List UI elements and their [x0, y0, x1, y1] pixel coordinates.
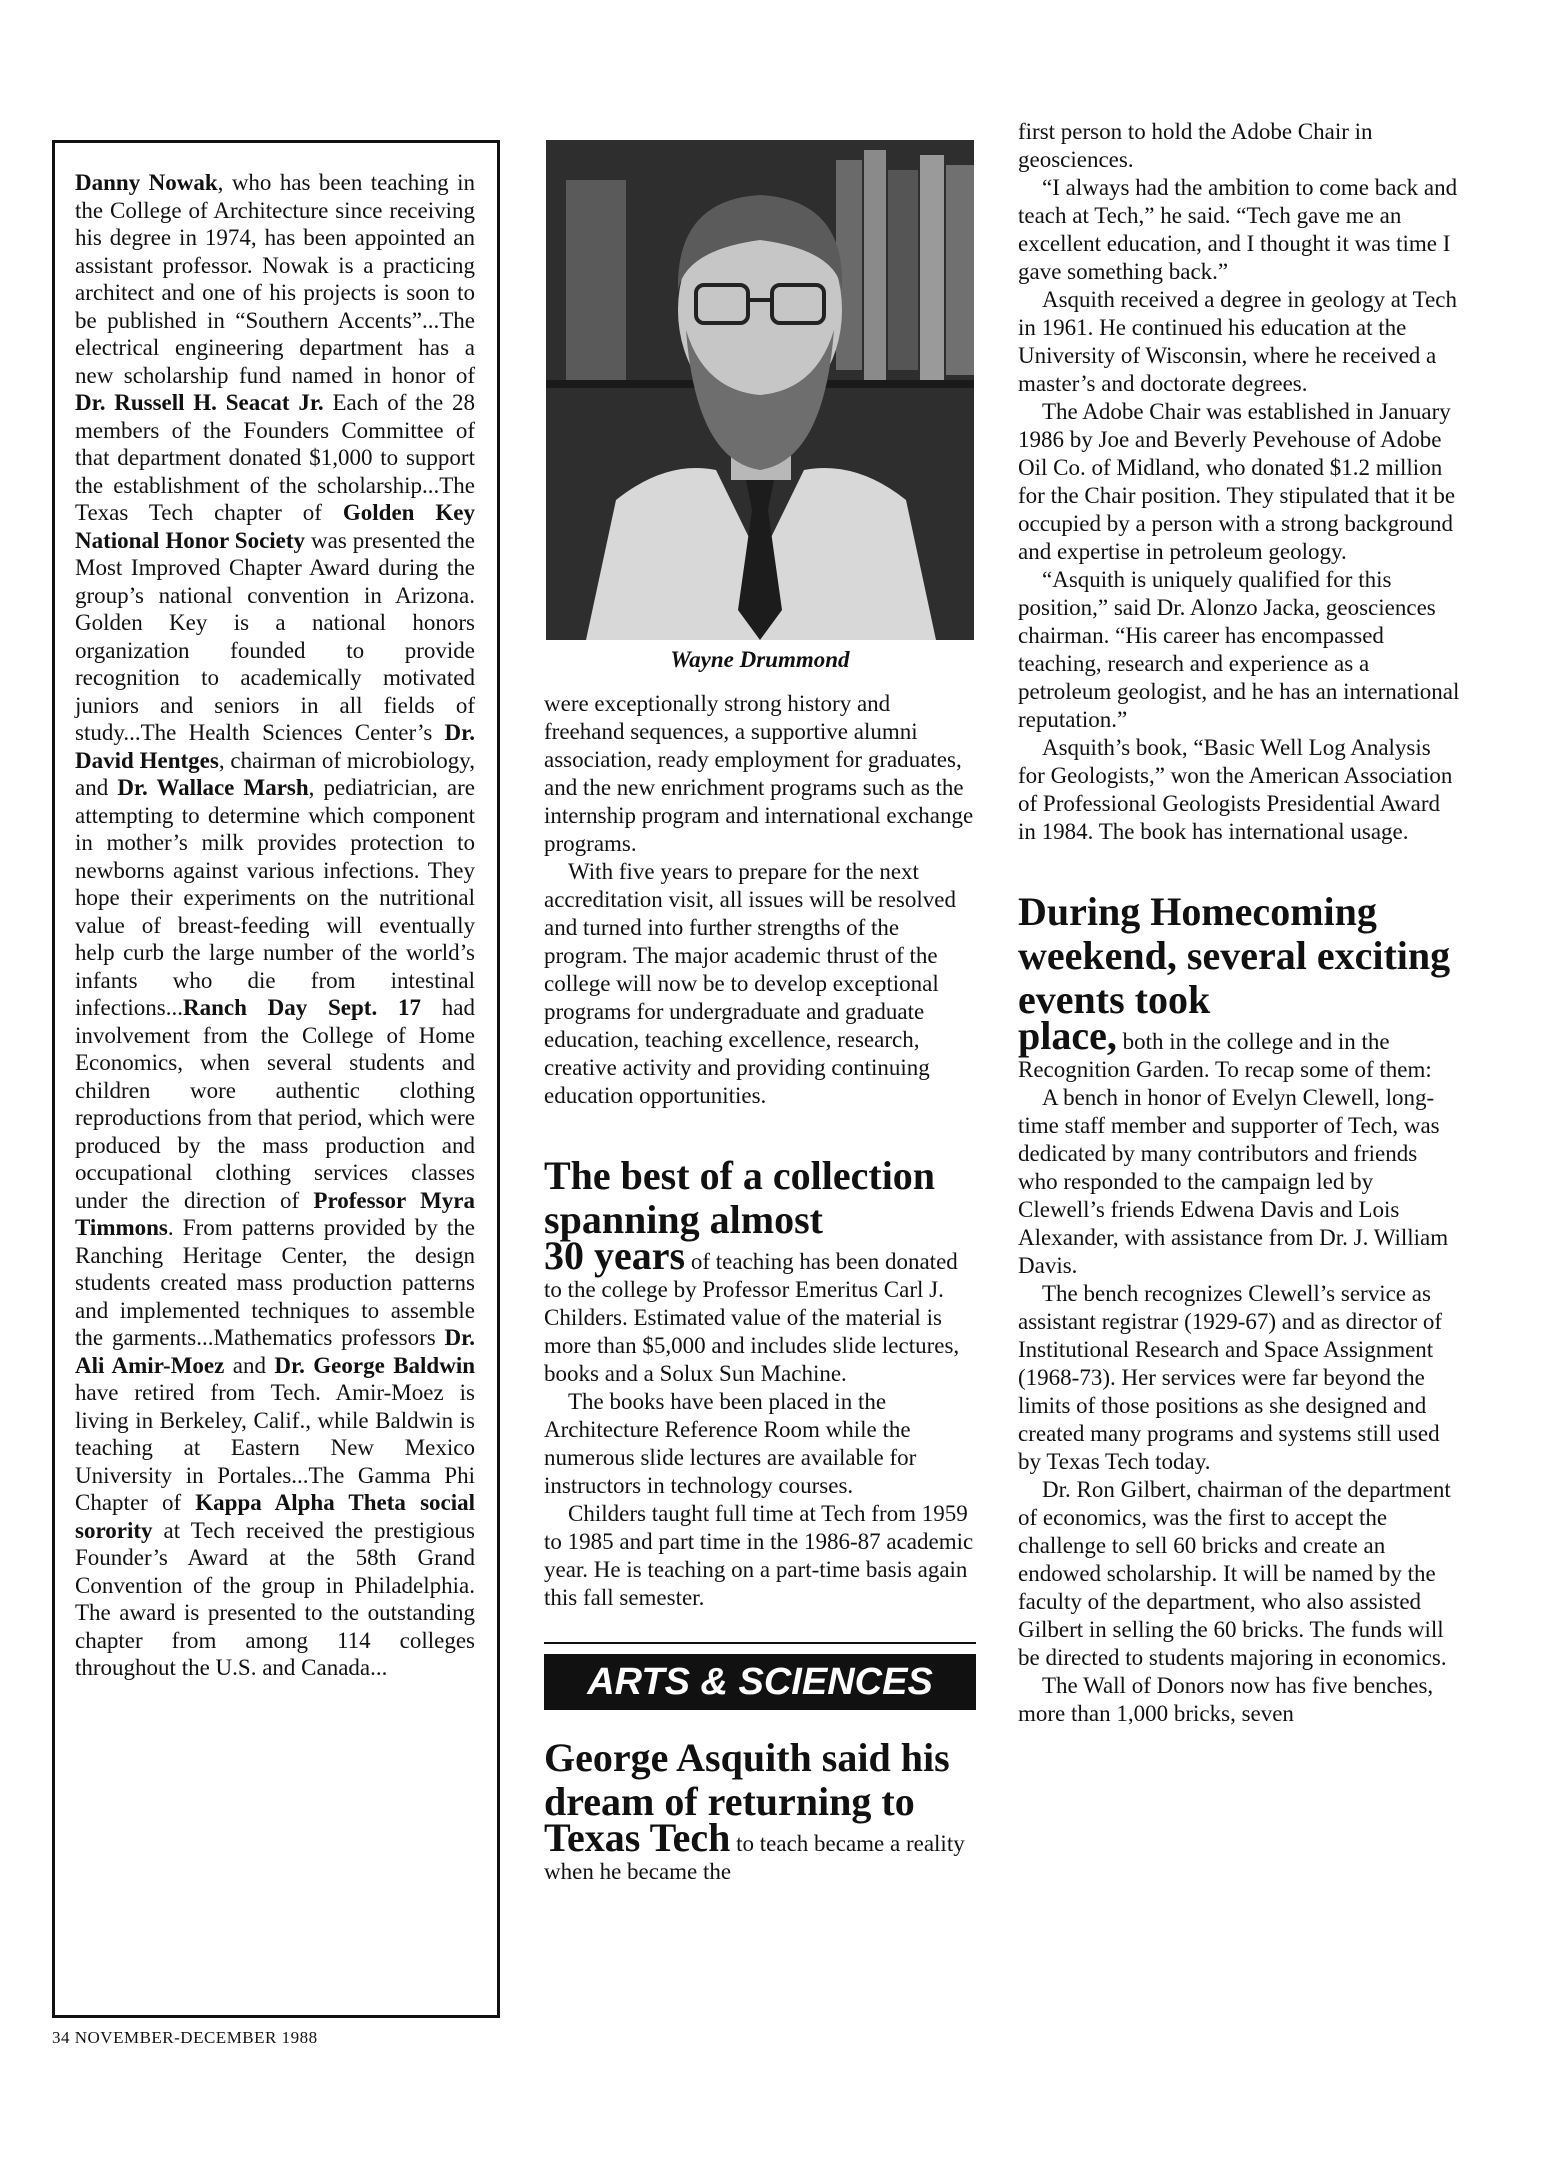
- homecoming-runin: place,: [1018, 1013, 1117, 1058]
- name-ranch-day: Ranch Day Sept. 17: [182, 995, 421, 1020]
- brief-text: , chairman of microbiology, and: [75, 747, 475, 800]
- name-kappa-alpha-theta: Kappa Alpha Theta social sorority: [75, 1490, 476, 1543]
- childers-headline: The best of a collection spanning almost: [544, 1153, 936, 1242]
- paragraph: With five years to prepare for the next accreditation visit, all issues will be resolved and turned into further strengths of the program. The major academic thrust of the college will now be to develop exceptional programs for undergraduate and graduate education, teaching excellence, research, creative activity and providing continuing education opportunities.: [544, 859, 956, 1108]
- column-right: [1018, 118, 1462, 1728]
- brief-text: Each of the 28 members of the Founders Committee of that department donated $1,000 to support the establishment of the scholarship...The Texas Tech chapter of: [75, 390, 475, 525]
- portrait-illustration: [546, 140, 974, 640]
- name-wallace-marsh: Dr. Wallace Marsh: [117, 775, 309, 800]
- paragraph: Dr. Ron Gilbert, chairman of the department of economics, was the first to accept the challenge to sell 60 bricks and create an endowed scholarship. It will be named by the faculty of the department, who also assisted Gilbert in selling the 60 bricks. The funds will be directed to students majoring in economics.: [1018, 1477, 1451, 1670]
- paragraph: Childers taught full time at Tech from 1959 to 1985 and part time in the 1986-87 academic year. He is teaching on a part-time basis again this fall semester.: [544, 1501, 974, 1610]
- brief-text: at Tech received the prestigious Founder’s Award at the 58th Grand Convention of the group in Philadelphia. The award is presented to the outstanding chapter from among 114 colleges throughout the U.S. and Canada...: [75, 1517, 475, 1680]
- name-russell-seacat: Dr. Russell H. Seacat Jr.: [75, 390, 324, 415]
- page-folio: 34 NOVEMBER-DECEMBER 1988: [52, 2028, 318, 2047]
- name-golden-key: Golden Key National Honor Society: [75, 500, 476, 553]
- paragraph: The books have been placed in the Architecture Reference Room while the numerous slide lectures are available for instructors in technology courses.: [544, 1389, 917, 1498]
- paragraph: A bench in honor of Evelyn Clewell, long-time staff member and supporter of Tech, was dedicated by many contributors and friends who responded to the campaign led by Clewell’s friends Edwena Davis and Lois Alexander, with assistance from Dr. J. William Davis.: [1018, 1085, 1449, 1278]
- homecoming-lead: [1018, 1013, 1462, 1084]
- portrait-photo: [546, 140, 974, 640]
- childers-lead-text: of teaching has been donated to the college by Professor Emeritus Carl J. Childers. Estimated value of the material is more than $5,000 and includes slide lectures, books and a Solux Sun Machine.: [544, 1249, 960, 1386]
- name-ali-amir-moez: Dr. Ali Amir-Moez: [75, 1325, 475, 1378]
- paragraph: were exceptionally strong history and freehand sequences, a supportive alumni association, ready employment for graduates, and the new enrichment programs such as the internship program and international exchange programs.: [544, 691, 974, 856]
- homecoming-headline: During Homecoming weekend, several exciting events took: [1018, 889, 1451, 1022]
- asquith-lead: [544, 1815, 976, 1886]
- name-myra-timmons: Professor Myra Timmons: [75, 1187, 476, 1240]
- brief-text: was presented the Most Improved Chapter Award during the group’s national convention in Arizona. Golden Key is a national honors organization founded to provide recognition to academically motivated juniors and seniors in all fields of study...The Health Sciences Center’s: [75, 527, 475, 745]
- paragraph: The Wall of Donors now has five benches, more than 1,000 bricks, seven: [1018, 1673, 1434, 1726]
- asquith-headline: George Asquith said his dream of returning to: [544, 1735, 950, 1824]
- asquith-runin: Texas Tech: [544, 1815, 731, 1860]
- news-briefs-box: [52, 140, 500, 2018]
- name-danny-nowak: Danny Nowak: [75, 170, 218, 195]
- brief-text: , who has been teaching in the College of Architecture since receiving his degree in 1974, has been appointed an assistant professor. Nowak is a practicing architect and one of his projects is soon to be published in “Southern Accents”...The electrical engineering department has a new scholarship fund named in honor of: [75, 170, 475, 388]
- paragraph: Asquith’s book, “Basic Well Log Analysis for Geologists,” won the American Association of Professional Geologists Presidential Award in 1984. The book has international usage.: [1018, 735, 1453, 844]
- paragraph: first person to hold the Adobe Chair in geosciences.: [1018, 119, 1373, 172]
- news-briefs-text: [75, 169, 475, 1682]
- paragraph: “Asquith is uniquely qualified for this position,” said Dr. Alonzo Jacka, geosciences chairman. “His career has encompassed teaching, research and experience as a petroleum geologist, and he has an international reputation.”: [1018, 567, 1460, 732]
- homecoming-lead-text: both in the college and in the Recognition Garden. To recap some of them:: [1018, 1029, 1432, 1082]
- brief-text: had involvement from the College of Home Economics, when several students and children wore authentic clothing reproductions from that period, which were produced by the mass production and occupational clothing services classes under the direction of: [75, 995, 475, 1213]
- brief-text: , pediatrician, are attempting to determine which component in mother’s milk provides protection to newborns against various infections. They hope their experiments on the nutritional value of breast-feeding will eventually help curb the large number of the world’s infants who die from intestinal infections...: [75, 775, 475, 1020]
- asquith-lead-text: to teach became a reality when he became the: [544, 1831, 965, 1884]
- paragraph: The bench recognizes Clewell’s service as assistant registrar (1929-67) and as director of Institutional Research and Space Assignment (1968-73). Her services were far beyond the limits of those positions as she designed and created many programs and systems still used by Texas Tech today.: [1018, 1281, 1443, 1474]
- paragraph: The Adobe Chair was established in January 1986 by Joe and Beverly Pevehouse of Adobe Oil Co. of Midland, who donated $1.2 million for the Chair position. They stipulated that it be occupied by a person with a strong background and expertise in petroleum geology.: [1018, 399, 1456, 564]
- photo-caption: Wayne Drummond: [670, 647, 850, 672]
- childers-runin: 30 years: [544, 1233, 686, 1278]
- childers-lead: [544, 1233, 976, 1388]
- section-banner-arts-sciences: ARTS & SCIENCES: [544, 1654, 976, 1710]
- brief-text: . From patterns provided by the Ranching Heritage Center, the design students created mass production patterns and implemented techniques to assemble the garments...Mathematics professors: [75, 1215, 475, 1350]
- brief-text: have retired from Tech. Amir-Moez is living in Berkeley, Calif., while Baldwin is teaching at Eastern New Mexico University in Portales...The Gamma Phi Chapter of: [75, 1380, 475, 1515]
- brief-text: and: [224, 1352, 275, 1378]
- paragraph: Asquith received a degree in geology at Tech in 1961. He continued his education at the University of Wisconsin, where he received a master’s and doctorate degrees.: [1018, 287, 1457, 396]
- name-george-baldwin: Dr. George Baldwin: [274, 1352, 476, 1378]
- paragraph: “I always had the ambition to come back and teach at Tech,” he said. “Tech gave me an excellent education, and I thought it was time I gave something back.”: [1018, 175, 1458, 284]
- name-david-hentges: Dr. David Hentges: [75, 720, 475, 773]
- column-middle: [544, 140, 976, 1886]
